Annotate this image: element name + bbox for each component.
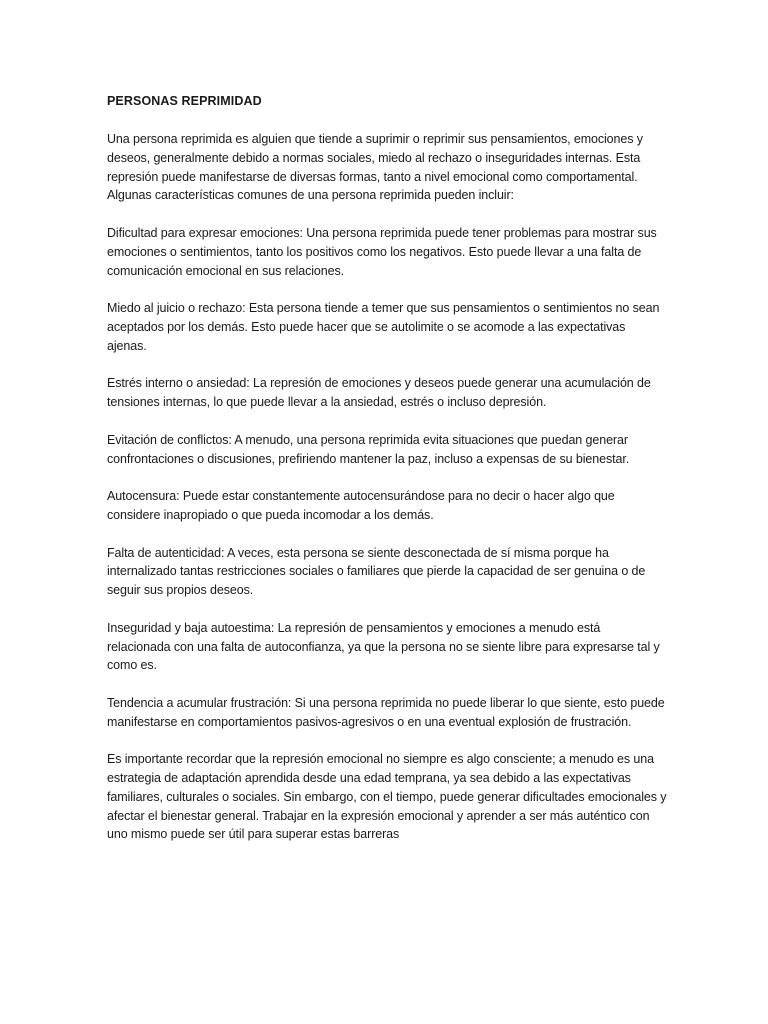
- paragraph-evitacion-conflictos: Evitación de conflictos: A menudo, una persona reprimida evita situaciones que puedan generar confrontaciones o discusiones, prefiriendo mantener la paz, incluso a expensas de su bienestar.: [107, 432, 630, 466]
- paragraph-autocensura: Autocensura: Puede estar constantemente autocensurándose para no decir o hacer algo que considere inapropiado o que pueda incomodar a los demás.: [107, 489, 615, 522]
- paragraph-conclusion: Es importante recordar que la represión emocional no siempre es algo consciente; a menudo es una estrategia de adaptación aprendida desde una edad temprana, ya sea debido a las expectativas familiares, culturales o sociales. Sin embargo, con el tiempo, puede generar dificultades emocionales y afectar el bienestar general. Trabajar en la expresión emocional y aprender a ser más auténtico con uno mismo puede ser útil para superar estas barreras: [107, 752, 667, 842]
- document-title: PERSONAS REPRIMIDAD: [107, 94, 262, 108]
- paragraph-inseguridad: Inseguridad y baja autoestima: La represión de pensamientos y emociones a menudo está relacionada con una falta de autoconfianza, ya que la persona no se siente libre para expresarse tal y como es.: [107, 620, 660, 673]
- paragraph-estres-interno: Estrés interno o ansiedad: La represión de emociones y deseos puede generar una acumulación de tensiones internas, lo que puede llevar a la ansiedad, estrés o incluso depresión.: [107, 376, 651, 410]
- document-page: [107, 92, 667, 863]
- paragraph-miedo-juicio: Miedo al juicio o rechazo: Esta persona tiende a temer que sus pensamientos o sentimientos no sean aceptados por los demás. Esto puede hacer que se autolimite o se acomode a las expectativas ajenas.: [107, 301, 660, 353]
- paragraph-falta-autenticidad: Falta de autenticidad: A veces, esta persona se siente desconectada de sí misma porque ha internalizado tantas restricciones sociales o familiares que pierde la capacidad de ser genuina o de seguir sus propios deseos.: [107, 545, 646, 598]
- paragraph-frustracion: Tendencia a acumular frustración: Si una persona reprimida no puede liberar lo que siente, esto puede manifestarse en comportamientos pasivos-agresivos o en una eventual explosión de frustración.: [107, 695, 665, 729]
- paragraph-intro: Una persona reprimida es alguien que tiende a suprimir o reprimir sus pensamientos, emociones y deseos, generalmente debido a normas sociales, miedo al rechazo o inseguridades internas. Esta represión puede manifestarse de diversas formas, tanto a nivel emocional como comportamental. Algunas características comunes de una persona reprimida pueden incluir:: [107, 132, 643, 203]
- paragraph-dificultad-expresar: Dificultad para expresar emociones: Una persona reprimida puede tener problemas para mostrar sus emociones o sentimientos, tanto los positivos como los negativos. Esto puede llevar a una falta de comunicación emocional en sus relaciones.: [107, 225, 657, 278]
